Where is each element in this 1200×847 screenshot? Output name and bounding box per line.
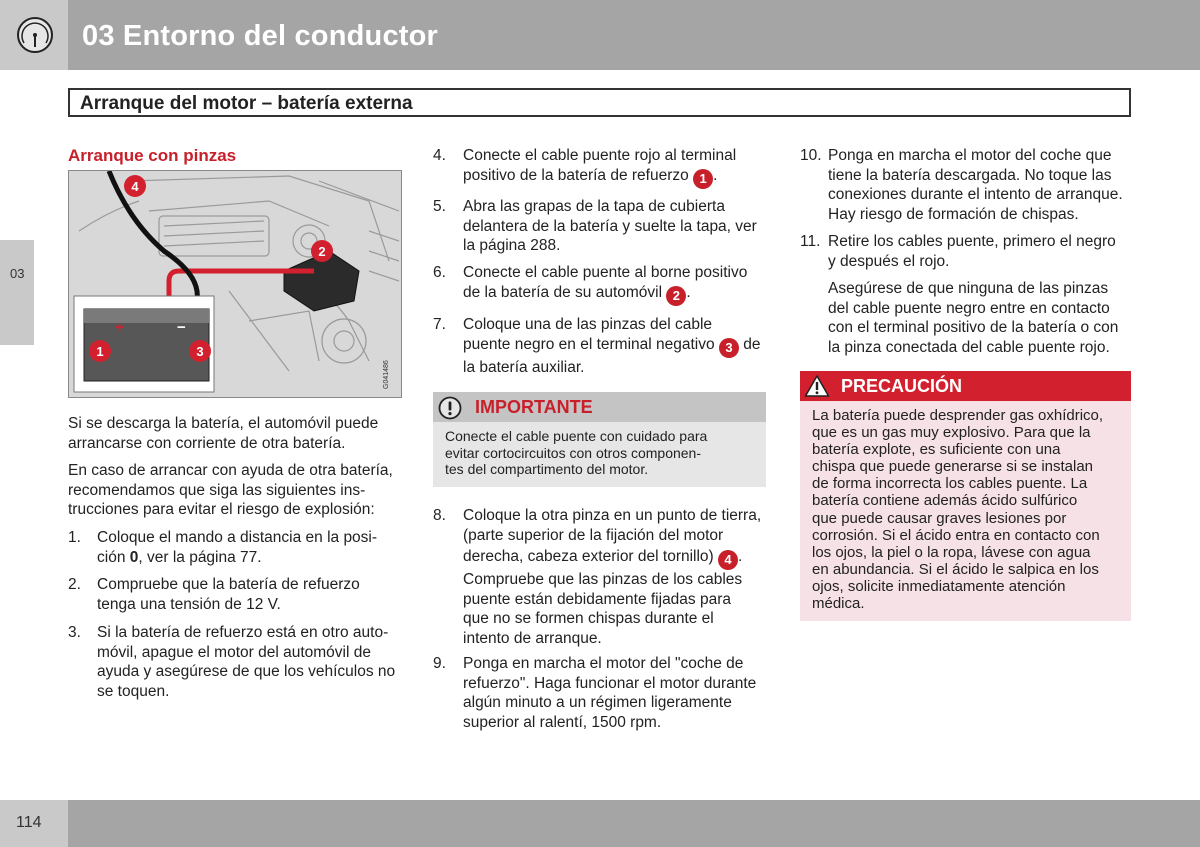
callout-4 [124, 175, 146, 197]
gauge-icon [16, 16, 54, 54]
text-line: chispa que puede generarse si se instalan [812, 458, 1094, 476]
step-4-text [463, 146, 736, 189]
text-line: batería explote, es suficiente con una [812, 441, 1061, 459]
step-number: 11. [800, 233, 821, 250]
text-line [463, 547, 761, 570]
text-line: ojos, solicite inmediatamente atención [812, 577, 1066, 595]
text-line: tiene la batería descargada. No toque las [828, 166, 1112, 184]
text-fragment: derecha, cabeza exterior del tornillo) [463, 548, 719, 565]
text-line: conexiones durante el intento de arranque. [828, 186, 1123, 203]
step-number: 6. [433, 264, 446, 281]
text-fragment: , ver la página 77. [138, 548, 262, 566]
text-line: Conecte el cable puente al borne positivo [463, 264, 748, 281]
important-text [445, 428, 707, 478]
important-title: IMPORTANTE [475, 397, 593, 417]
section-title: Arranque del motor – batería externa [80, 93, 413, 114]
position-zero: 0 [129, 548, 139, 566]
chapter-side-tab [0, 240, 34, 345]
step-9-text [463, 654, 756, 732]
step-2-text [97, 575, 360, 614]
side-margin [0, 70, 34, 805]
text-line: superior al ralentí, 1500 rpm. [463, 713, 662, 731]
caution-text [812, 407, 1103, 612]
text-line: se toquen. [97, 682, 170, 700]
step-number: 1. [68, 529, 81, 546]
text-fragment: positivo de la batería de refuerzo [463, 166, 694, 184]
page-number: 114 [16, 814, 42, 831]
step-5-text [463, 197, 757, 256]
text-line: ayuda y asegúrese de que los vehículos no [97, 663, 396, 680]
step-7-text [463, 315, 761, 377]
text-line: algún minuto a un régimen ligeramente [463, 694, 732, 711]
step-number: 4. [433, 147, 446, 164]
text-line: batería contiene además ácido sulfúrico [812, 492, 1078, 510]
text-line: tes del compartimento del motor. [445, 461, 649, 478]
text-line: puente están debidamente fijadas para [463, 590, 732, 608]
text-line: Asegúrese de que ninguna de las pinzas [828, 280, 1109, 297]
text-line: del cable puente negro entre en contacto [828, 299, 1110, 317]
badge-3: 3 [719, 338, 739, 358]
paragraph-recommendation [68, 461, 393, 520]
note-paragraph [828, 279, 1118, 357]
step-10-text [828, 146, 1123, 224]
text-line: con el terminal positivo de la batería o con [828, 319, 1119, 336]
text-line: que es un gas muy explosivo. Para que la [812, 424, 1091, 442]
step-1-text [97, 528, 377, 567]
text-line: y después el rojo. [828, 252, 950, 270]
exclamation-circle-icon [438, 396, 462, 420]
text-line: en abundancia. Si el ácido le salpica en los [812, 560, 1099, 578]
text-line: arrancarse con corriente de otra batería. [68, 434, 346, 452]
step-number: 2. [68, 576, 81, 593]
text-line: Coloque una de las pinzas del cable [463, 316, 713, 333]
side-tab-label: 03 [10, 266, 25, 281]
step-number: 10. [800, 147, 822, 164]
text-line [463, 283, 747, 306]
step-8-text [463, 506, 761, 648]
text-line: que no se formen chispas durante el [463, 610, 714, 627]
step-number: 9. [433, 655, 446, 672]
text-line: Retire los cables puente, primero el negro [828, 233, 1116, 250]
text-line: móvil, apague el motor del automóvil de [97, 643, 371, 661]
svg-text:3: 3 [196, 344, 204, 359]
step-6-text [463, 263, 747, 306]
text-line: Ponga en marcha el motor del "coche de [463, 655, 744, 672]
text-line [97, 548, 377, 568]
text-line: Ponga en marcha el motor del coche que [828, 147, 1112, 164]
text-line: evitar cortocircuitos con otros componen- [445, 444, 701, 461]
text-line: (parte superior de la fijación del motor [463, 526, 724, 544]
step-11-text [828, 232, 1116, 271]
text-fragment: de [738, 335, 761, 353]
badge-4: 4 [718, 550, 738, 570]
warning-triangle-icon [804, 374, 830, 398]
text-line: delantera de la batería y suelte la tapa, ver [463, 217, 757, 235]
text-line: intento de arranque. [463, 629, 602, 647]
text-line: Conecte el cable puente con cuidado para [445, 428, 708, 444]
figure-code: G041486 [383, 360, 390, 389]
svg-text:1: 1 [96, 344, 104, 359]
text-line: que puede causar graves lesiones por [812, 509, 1067, 527]
text-fragment: . [713, 166, 718, 184]
text-line: refuerzo". Haga funcionar el motor durante [463, 674, 757, 692]
callout-1 [89, 340, 111, 362]
badge-1: 1 [693, 169, 713, 189]
text-line: la página 288. [463, 237, 561, 254]
step-number: 5. [433, 198, 446, 215]
text-fragment: de la batería de su automóvil [463, 283, 667, 301]
footer-bar [68, 800, 1200, 847]
text-line: Coloque la otra pinza en un punto de tierra, [463, 507, 762, 524]
text-line: corrosión. Si el ácido entra en contacto con [812, 526, 1100, 544]
text-line: Compruebe que las pinzas de los cables [463, 571, 743, 588]
paragraph-battery-discharge [68, 414, 378, 453]
text-line: Coloque el mando a distancia en la posi- [97, 529, 378, 546]
step-3-text [97, 623, 395, 701]
text-line: trucciones para evitar el riesgo de explosión: [68, 501, 375, 518]
text-line: La batería puede desprender gas oxhídrico, [812, 407, 1104, 424]
text-line: de forma incorrecta los cables puente. La [812, 475, 1088, 493]
text-line: médica. [812, 595, 865, 613]
subheading: Arranque con pinzas [68, 146, 237, 165]
text-fragment: ción [97, 548, 130, 566]
engine-bay-drawing [69, 171, 402, 398]
text-line: tenga una tensión de 12 V. [97, 595, 281, 613]
jump-start-illustration [68, 170, 402, 398]
text-line: Abra las grapas de la tapa de cubierta [463, 198, 725, 215]
step-number: 8. [433, 507, 446, 524]
text-line: Si la batería de refuerzo está en otro auto- [97, 624, 389, 641]
badge-2: 2 [666, 286, 686, 306]
text-line: En caso de arrancar con ayuda de otra batería, [68, 462, 393, 479]
callout-3 [189, 340, 211, 362]
svg-text:4: 4 [131, 179, 139, 194]
text-line: la pinza conectada del cable puente rojo. [828, 338, 1110, 356]
battery-minus-sign: − [177, 319, 186, 336]
text-line: los ojos, la piel o la ropa, lávese con agua [812, 543, 1091, 561]
step-number: 3. [68, 624, 81, 641]
battery-plus-sign: + [115, 319, 124, 336]
callout-2 [311, 240, 333, 262]
text-line: Si se descarga la batería, el automóvil puede [68, 415, 379, 432]
text-line [463, 166, 736, 189]
chapter-title: 03 Entorno del conductor [82, 20, 439, 52]
text-fragment: . [686, 283, 691, 301]
text-fragment: . [738, 548, 743, 565]
text-line [463, 335, 761, 358]
text-fragment: puente negro en el terminal negativo [463, 335, 719, 353]
text-line: Conecte el cable puente rojo al terminal [463, 147, 737, 164]
text-line: Compruebe que la batería de refuerzo [97, 576, 360, 593]
step-number: 7. [433, 316, 446, 333]
text-line: la batería auxiliar. [463, 358, 585, 376]
text-line: recomendamos que siga las siguientes ins- [68, 481, 366, 499]
svg-text:2: 2 [318, 244, 326, 259]
text-line: Hay riesgo de formación de chispas. [828, 205, 1079, 223]
caution-title: PRECAUCIÓN [841, 376, 963, 396]
